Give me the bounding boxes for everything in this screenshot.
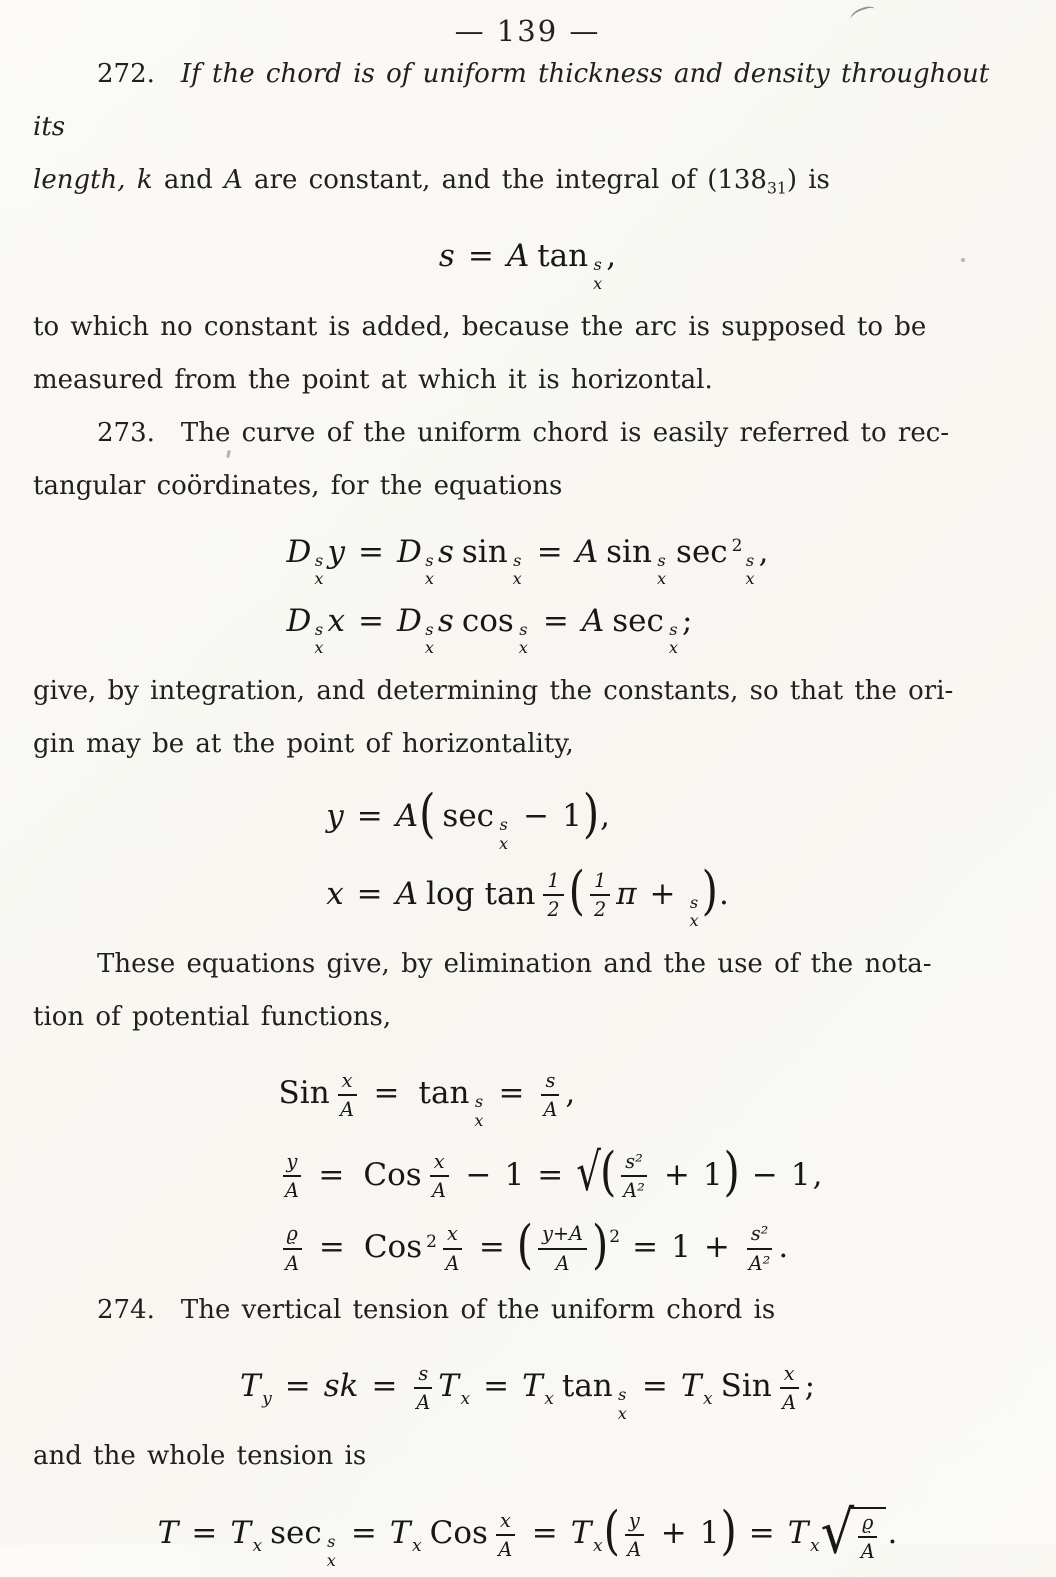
equation-line xyxy=(278,1212,824,1284)
math-token: 1 xyxy=(504,1156,525,1193)
math-token: log xyxy=(426,875,475,912)
math-token: 1 xyxy=(543,869,563,896)
math-token: = xyxy=(191,1515,218,1552)
math-token: y xyxy=(262,1388,272,1409)
math-token: sec xyxy=(612,602,664,639)
math-token: = xyxy=(531,1515,558,1552)
equation-line xyxy=(278,1139,824,1211)
text-run: to which no constant is added, because the arc is supposed to be xyxy=(33,311,927,342)
math-token xyxy=(239,1368,273,1409)
math-token: x xyxy=(656,569,667,589)
math-token: s xyxy=(541,1069,559,1096)
math-token xyxy=(521,1368,555,1409)
math-token: = xyxy=(537,1156,564,1193)
math-token: 2 xyxy=(731,536,743,557)
math-token: ) xyxy=(701,859,718,922)
math-token: x xyxy=(668,638,678,658)
math-token: x xyxy=(809,1535,820,1556)
math-token: D xyxy=(286,602,312,639)
math-token: A xyxy=(581,602,605,639)
math-token: x xyxy=(512,569,522,589)
math-token: s xyxy=(519,619,528,639)
math-token: tan xyxy=(484,875,536,912)
math-token xyxy=(568,859,718,931)
math-token: x xyxy=(703,1388,713,1409)
math-token: = xyxy=(371,1368,398,1405)
math-token xyxy=(590,869,610,921)
text-run: tangular coördinates, for the equations xyxy=(33,470,563,501)
math-token xyxy=(229,1515,263,1556)
math-token: − xyxy=(465,1156,492,1193)
math-token: x xyxy=(327,602,345,639)
paragraph-273 xyxy=(33,407,1022,513)
math-token: ( xyxy=(599,1141,617,1203)
math-token: T xyxy=(438,1368,459,1405)
math-token: x xyxy=(544,1388,554,1409)
math-token: D xyxy=(397,533,422,570)
math-token: 1 xyxy=(671,1229,691,1266)
math-token xyxy=(425,621,434,658)
math-token: T xyxy=(787,1515,809,1552)
paragraph-272 xyxy=(33,48,1022,215)
math-token: = xyxy=(641,1368,668,1405)
math-token: A xyxy=(498,1537,513,1561)
math-token: A xyxy=(627,1537,642,1561)
math-token: s xyxy=(425,550,434,570)
math-token: s xyxy=(745,550,755,570)
math-token: x xyxy=(326,1550,336,1570)
math-token: A xyxy=(395,798,419,835)
text-run: 273. The curve of the uniform chord is easily referred to rec- xyxy=(97,417,950,448)
math-token xyxy=(541,1069,559,1121)
math-token xyxy=(419,782,600,853)
equation-line xyxy=(157,1497,899,1577)
math-token: x xyxy=(592,1535,603,1556)
math-token: A xyxy=(543,1097,558,1121)
math-token xyxy=(851,1507,886,1563)
text-run: A xyxy=(224,165,243,195)
math-token xyxy=(338,1069,357,1121)
text-run: ) is xyxy=(786,165,830,195)
math-token: , xyxy=(565,1075,576,1112)
math-token: A xyxy=(416,1390,431,1414)
math-token: T xyxy=(239,1368,261,1405)
math-token xyxy=(746,552,755,589)
math-token: A xyxy=(395,875,419,912)
paragraph-no-constant xyxy=(33,301,1022,407)
math-token xyxy=(516,1213,621,1275)
math-token: 2 xyxy=(426,1231,437,1252)
math-token xyxy=(690,894,699,931)
math-token: ) xyxy=(582,782,600,844)
math-token: y xyxy=(327,533,346,570)
math-token: x xyxy=(474,1110,484,1130)
math-token xyxy=(443,1222,462,1274)
math-token: s xyxy=(437,602,454,639)
equation-line xyxy=(286,596,770,665)
math-token xyxy=(858,1511,877,1563)
math-token: ( xyxy=(516,1213,534,1275)
math-token: A xyxy=(285,1179,299,1203)
math-token: x xyxy=(314,569,324,589)
text-run: k xyxy=(136,165,153,195)
math-token xyxy=(680,1368,714,1409)
math-token xyxy=(538,1222,587,1274)
text-run: 31 xyxy=(766,179,787,198)
math-token: sec xyxy=(270,1515,322,1552)
math-token xyxy=(496,1509,515,1561)
equation-y-and-x xyxy=(33,783,1022,938)
math-token: Sin xyxy=(278,1075,330,1112)
math-token: A xyxy=(432,1179,447,1203)
math-token xyxy=(437,1368,471,1409)
math-token: 2 xyxy=(593,898,607,922)
math-token xyxy=(425,552,434,589)
math-token: s xyxy=(499,815,508,835)
math-token xyxy=(599,1141,740,1203)
paragraph-integration xyxy=(33,665,1022,771)
math-token: 2 xyxy=(547,898,560,922)
math-token: A xyxy=(445,1251,460,1275)
math-token: s xyxy=(669,619,678,639)
equation-lines xyxy=(232,1060,824,1284)
math-token: y+A xyxy=(538,1222,587,1249)
equation-lines xyxy=(438,231,617,300)
math-token: 1 xyxy=(562,798,582,835)
math-token: A² xyxy=(623,1179,645,1203)
math-token xyxy=(499,816,508,853)
math-token: = xyxy=(357,602,384,639)
text-run: measured from the point at which it is horizontal. xyxy=(33,364,713,395)
math-token: ϱ xyxy=(858,1511,877,1538)
math-token: s xyxy=(513,550,522,570)
math-token: + xyxy=(663,1156,690,1193)
math-token: x xyxy=(326,875,344,912)
equation-whole-tension xyxy=(33,1497,1022,1577)
math-token: , xyxy=(812,1156,823,1193)
math-token: √ xyxy=(576,1142,601,1204)
math-token xyxy=(593,256,602,293)
math-token: = xyxy=(467,238,494,275)
text-run: length, xyxy=(33,165,126,195)
math-token: A xyxy=(555,1251,570,1275)
math-token: = xyxy=(358,533,384,570)
math-token: tan xyxy=(537,238,589,275)
math-token: A xyxy=(575,533,599,570)
math-token: = xyxy=(498,1075,525,1112)
math-token: s xyxy=(618,1385,627,1405)
math-token xyxy=(543,869,563,921)
math-token: = xyxy=(318,1229,345,1266)
math-token: = xyxy=(748,1515,775,1552)
math-token xyxy=(820,1499,887,1568)
equation-potential-notation xyxy=(33,1060,1022,1284)
equation-lines xyxy=(325,783,730,938)
math-token: ( xyxy=(603,1499,620,1561)
math-token xyxy=(314,621,323,658)
math-token: x xyxy=(424,569,434,589)
math-token: − xyxy=(523,798,550,835)
text-run: gin may be at the point of horizontality, xyxy=(33,728,574,759)
equation-line xyxy=(325,860,730,938)
math-token: x xyxy=(518,638,528,658)
math-token xyxy=(570,1515,604,1556)
math-token: s xyxy=(474,1092,484,1112)
math-token: y xyxy=(625,1509,644,1536)
text-run: tion of potential functions, xyxy=(33,1001,392,1032)
math-token: sin xyxy=(461,533,508,570)
math-token: D xyxy=(396,602,422,639)
math-token xyxy=(283,1150,302,1202)
math-token: s xyxy=(689,892,699,912)
text-run: give, by integration, and determining the constants, so that the ori- xyxy=(33,675,954,706)
math-token: T xyxy=(680,1368,702,1405)
math-token: = xyxy=(318,1156,345,1193)
math-token xyxy=(625,1509,644,1561)
math-token: A xyxy=(860,1539,875,1563)
math-token: s xyxy=(437,533,454,570)
equation-line xyxy=(325,783,730,861)
math-token: x xyxy=(424,638,434,658)
math-token: y xyxy=(283,1150,302,1177)
math-token: tan xyxy=(561,1368,613,1405)
math-token xyxy=(389,1515,423,1556)
math-token: 1 xyxy=(699,1515,720,1552)
text-run: 272. xyxy=(97,59,181,89)
math-token: T xyxy=(570,1515,592,1552)
math-token: sec xyxy=(442,798,495,835)
math-token: = xyxy=(536,533,563,570)
equation-line xyxy=(438,231,617,300)
math-token xyxy=(657,552,666,589)
math-token: ; xyxy=(804,1368,816,1405)
math-token: Sin xyxy=(720,1368,772,1405)
text-run: and xyxy=(152,165,225,195)
math-token: T xyxy=(230,1515,252,1552)
math-token: x xyxy=(745,569,755,589)
math-token: x xyxy=(412,1535,422,1556)
equation-line xyxy=(272,1060,824,1140)
math-token: s xyxy=(438,238,455,275)
math-token: x xyxy=(780,1362,799,1389)
text-run: are constant, and the integral of (138 xyxy=(242,165,767,195)
math-token xyxy=(430,1150,449,1202)
math-token: sin xyxy=(606,533,652,570)
paragraph-whole-tension xyxy=(33,1430,1022,1483)
equation-derivatives xyxy=(33,527,1022,665)
math-token xyxy=(787,1515,821,1556)
text-run xyxy=(126,165,137,195)
math-token: . xyxy=(718,875,729,912)
math-token: s xyxy=(314,619,324,639)
math-token: ) xyxy=(723,1141,740,1203)
math-token: D xyxy=(286,533,312,570)
math-token: = xyxy=(356,798,383,835)
math-token xyxy=(618,1386,627,1423)
math-token: π xyxy=(616,875,637,912)
math-token: T xyxy=(157,1515,179,1552)
math-token: x xyxy=(496,1509,515,1536)
math-token: x xyxy=(617,1403,627,1423)
page-number: — 139 — xyxy=(454,14,601,48)
math-token: s xyxy=(327,1532,336,1552)
math-token: A xyxy=(506,238,530,275)
math-token: + xyxy=(649,875,676,912)
math-token: 1 xyxy=(590,869,610,896)
math-token: cos xyxy=(461,602,514,639)
math-token xyxy=(780,1362,799,1414)
math-token: 1 xyxy=(790,1156,811,1193)
math-token xyxy=(283,1222,302,1274)
math-token xyxy=(519,621,528,658)
math-token: A xyxy=(782,1390,797,1414)
text-run: 274. The vertical tension of the uniform chord is xyxy=(97,1294,776,1325)
math-token: A² xyxy=(748,1251,771,1275)
math-token: = xyxy=(483,1368,510,1405)
equation-lines xyxy=(239,1355,816,1431)
math-token: . xyxy=(778,1229,789,1266)
math-token xyxy=(414,1362,432,1414)
math-token: x xyxy=(252,1535,263,1556)
math-token: = xyxy=(350,1515,377,1552)
text-run: These equations give, by elimination and the use of the nota- xyxy=(97,948,932,979)
math-token: √ xyxy=(820,1499,855,1568)
math-token: Cos xyxy=(363,1229,423,1266)
math-token: 1 xyxy=(702,1156,723,1193)
math-token: ; xyxy=(681,602,693,639)
math-token: s xyxy=(314,550,324,570)
math-token: , xyxy=(600,798,611,835)
math-token: x xyxy=(338,1069,357,1096)
math-token xyxy=(327,1533,336,1570)
math-token: ( xyxy=(568,859,585,922)
text-run: and the whole tension is xyxy=(33,1441,367,1472)
math-token: + xyxy=(660,1515,687,1552)
math-token: , xyxy=(606,238,617,275)
equation-line xyxy=(239,1355,816,1431)
math-token: ) xyxy=(720,1499,737,1561)
math-token: = xyxy=(478,1229,505,1266)
math-token: x xyxy=(593,274,603,293)
math-token: s² xyxy=(747,1222,773,1249)
math-token: x xyxy=(460,1388,471,1409)
math-token: s xyxy=(414,1362,432,1389)
math-token: y xyxy=(326,798,344,835)
math-token: s² xyxy=(621,1150,647,1177)
equation-s-equals-a-tan xyxy=(33,231,1022,300)
math-token xyxy=(669,621,678,658)
equation-lines xyxy=(286,527,770,665)
math-token xyxy=(621,1150,647,1202)
math-token: = xyxy=(373,1075,400,1112)
math-token: = xyxy=(356,875,383,912)
math-token xyxy=(747,1222,773,1274)
math-token: A xyxy=(340,1097,355,1121)
math-token: − xyxy=(751,1156,778,1193)
math-token: + xyxy=(703,1229,730,1266)
math-token xyxy=(513,552,522,589)
math-token: . xyxy=(887,1515,898,1552)
text-run: If the chord is of uniform thickness and density throughout its xyxy=(33,59,990,142)
equation-line xyxy=(286,527,770,596)
math-token: x xyxy=(443,1222,462,1249)
math-token xyxy=(474,1093,483,1130)
math-token: , xyxy=(758,533,769,570)
math-token: sec xyxy=(676,533,728,570)
math-token: x xyxy=(499,833,509,853)
math-token: s xyxy=(593,255,602,275)
equation-vertical-tension xyxy=(33,1355,1022,1431)
paragraph-274 xyxy=(33,1284,1022,1337)
math-token: T xyxy=(522,1368,543,1405)
scan-artifact-dot xyxy=(961,258,965,262)
math-token: s xyxy=(657,550,666,570)
math-token: x xyxy=(430,1150,449,1177)
math-token: x xyxy=(314,638,324,658)
equation-lines xyxy=(157,1497,899,1577)
math-token: = xyxy=(542,602,569,639)
math-token: ( xyxy=(419,782,436,844)
math-token: 2 xyxy=(609,1226,621,1247)
math-token: Cos xyxy=(429,1515,488,1552)
paragraph-elimination xyxy=(33,938,1022,1044)
math-token: tan xyxy=(418,1075,470,1112)
math-token: s xyxy=(425,619,434,639)
math-token: x xyxy=(689,911,699,931)
math-token: T xyxy=(389,1515,411,1552)
math-token: sk xyxy=(323,1368,359,1405)
math-token: = xyxy=(632,1229,659,1266)
math-token: A xyxy=(285,1251,300,1275)
math-token: = xyxy=(284,1368,311,1405)
math-token: Cos xyxy=(363,1156,422,1193)
math-token xyxy=(314,552,323,589)
math-token: ϱ xyxy=(283,1222,302,1249)
math-token xyxy=(603,1499,737,1561)
math-token: ) xyxy=(591,1213,609,1275)
